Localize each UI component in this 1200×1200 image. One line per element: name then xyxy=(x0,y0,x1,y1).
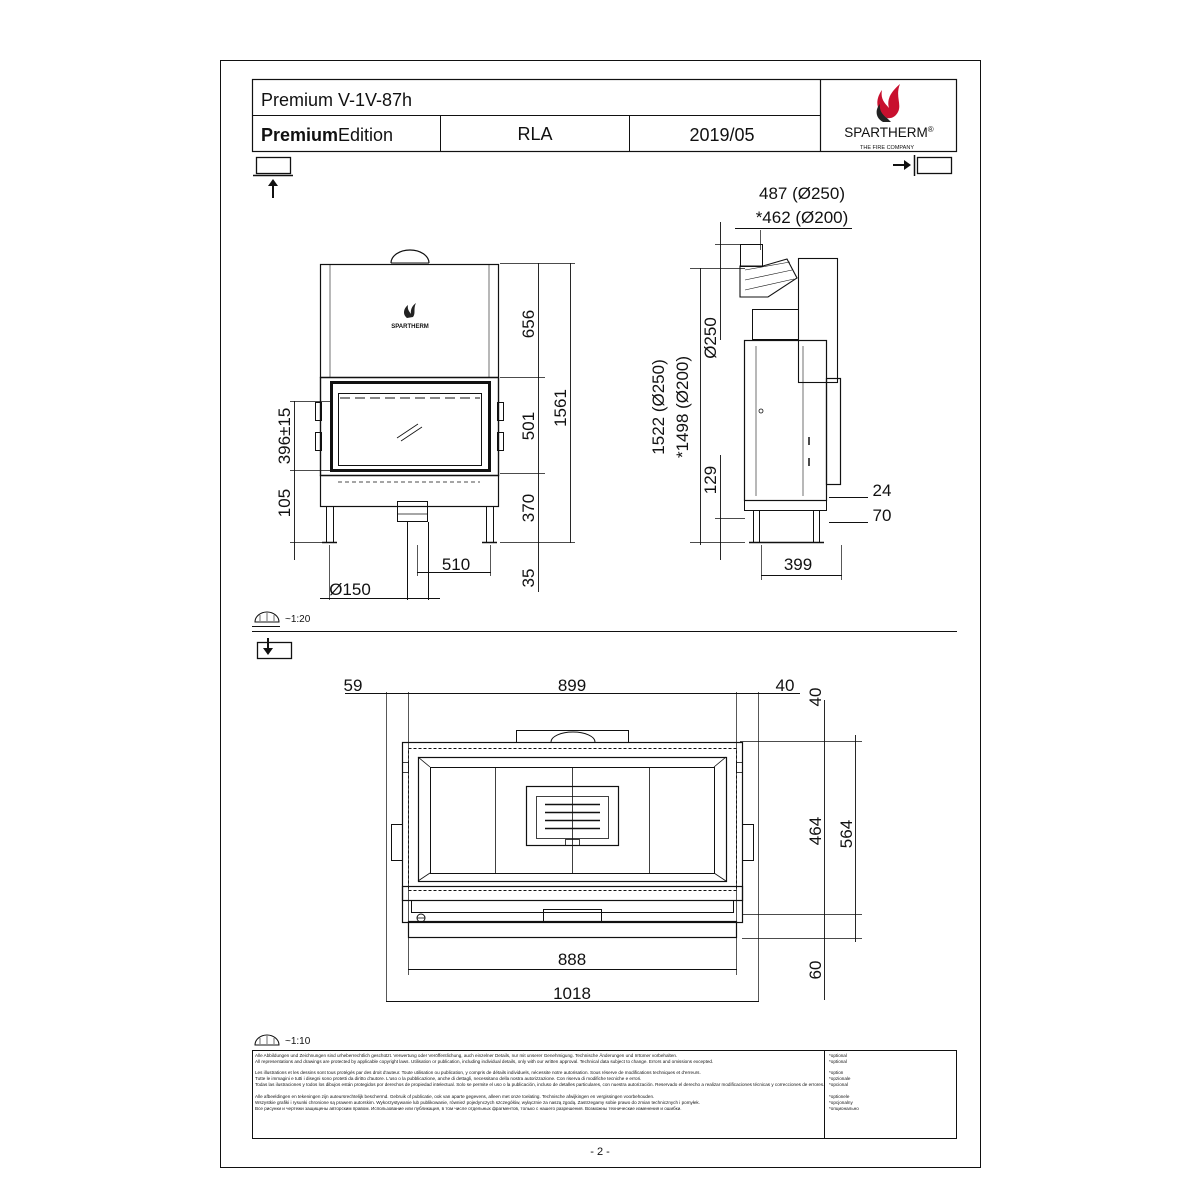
model-title: Premium V-1V-87h xyxy=(261,90,413,110)
dim-opening: 396±15 xyxy=(275,407,294,465)
dim-flue-top-250: 487 (Ø250) xyxy=(759,184,845,203)
dim-glass-width: 888 xyxy=(557,950,587,969)
disclaimer-text: Alle Abbildungen und Zeichnungen sind urheberrechtlich geschützt. Verwertung oder Veröffentlichung, auch einzelner Details, nur mit unserer Genehmigung. Technische Änderungen und Irrtümer vorbehalten. All representations and drawings are protected by applicable copyright laws. Utilisation or publication, including individual details, only with our written approval. Technical data subject to change. Errors and omissions excepted. Les illustrations et les dessins sont tous protégés par des droit d'auteur. Toute utilisation ou publication, y compris de détails individuels, nécessite notre autorisation. Sous réserve de modifications techniques et d'erreurs. Tutte le immagini e tutti i disegni sono protetti da diritto d'autore. L'uso o la pubblicazione, anche di dettagli, necessitano della nostra autorizzazione. Con riserva di modifiche tecniche e errori. Todas las ilustraciones y todos los dibujos están protegidos por derechos de propiedad intelectual. Solo se permite el uso o la publicación, incluso de detalles particulares, con nuestra autorización. Reservado el derecho a realizar modificaciones técnicas y correcciones de errores. Alle afbeeldingen en tekeningen zijn auteursrechtelijk beschermd. Gebruik of publicatie, ook van aparte gegevens, alleen met onze toelating. Technische afwijkingen en vergissingen voorbehouden. Wszystkie grafiki i rysunki chronione są prawem autorskim. Wykorzystywanie lub publikowanie, również pojedynczych szczegółów, wyłącznie za naszą zgodą. Zastrzegamy sobie prawo do zmian technicznych i pomyłek. Все рисунки и чертежи защищены авторским правом. Использование или публикация, в том числе отдельных фрагментов, только с нашего разрешения. Возможны технические изменения и ошибки. xyxy=(255,1053,825,1111)
disclaimer-box xyxy=(253,1050,957,1139)
edition-label: PremiumEdition xyxy=(261,125,394,145)
dim-floor-offset: 105 xyxy=(275,488,294,518)
dim-total-width: 1018 xyxy=(553,984,591,1003)
dim-front-70: 70 xyxy=(872,506,892,525)
dim-flue-height-250: 1522 (Ø250) xyxy=(649,359,668,455)
scale-1-20 xyxy=(252,612,311,627)
scale-lower-label: ~1:10 xyxy=(285,1036,311,1047)
dim-left-offset: 59 xyxy=(343,676,363,695)
top-view-indicator xyxy=(258,638,292,659)
dim-depth: 399 xyxy=(783,555,813,574)
dim-depth-outer: 564 xyxy=(837,819,856,849)
dim-feet: 35 xyxy=(519,568,538,588)
top-view xyxy=(344,676,862,1003)
front-logo-text: SPARTHERM xyxy=(391,324,429,330)
logo-tagline: THE FIRE COMPANY xyxy=(860,145,914,151)
revision-date: 2019/05 xyxy=(689,125,755,145)
dim-flue-diameter: Ø250 xyxy=(701,317,720,359)
dim-right-offset: 40 xyxy=(775,676,795,695)
dim-base-height: 370 xyxy=(519,493,538,523)
dim-flue-height-200: *1498 (Ø200) xyxy=(673,355,692,459)
dim-width-inner: 899 xyxy=(557,676,587,695)
dim-bottom-offset: 129 xyxy=(701,465,720,495)
front-logo-flame xyxy=(404,303,416,318)
title-block xyxy=(252,79,957,152)
scale-upper-label: ~1:20 xyxy=(285,614,311,625)
dim-air-intake-diameter: Ø150 xyxy=(329,580,371,599)
dim-total-height: 1561 xyxy=(551,389,570,427)
flame-icon xyxy=(877,84,900,122)
dim-top-section: 656 xyxy=(519,309,538,339)
dim-front-offset: 60 xyxy=(806,960,825,980)
dim-top-offset: 40 xyxy=(806,687,825,707)
variant-label: RLA xyxy=(517,124,553,144)
dim-depth-inner: 464 xyxy=(806,816,825,846)
dim-flue-top-200: *462 (Ø200) xyxy=(755,208,849,227)
page-number: - 2 - xyxy=(590,1146,610,1158)
spartherm-logo xyxy=(844,84,934,151)
front-view xyxy=(275,250,575,600)
dim-front-24: 24 xyxy=(872,481,892,500)
flue-dome xyxy=(391,250,429,263)
logo-wordmark: SPARTHERM® xyxy=(844,125,934,140)
scale-1-10 xyxy=(255,1035,311,1047)
dim-air-intake-offset: 510 xyxy=(441,555,471,574)
dim-door-height: 501 xyxy=(519,411,538,441)
side-view xyxy=(649,184,891,580)
side-view-indicator xyxy=(893,155,952,176)
optional-list: *optional *optional *option *opzionale *opcional *optionele *opcjonalny *опционально xyxy=(829,1053,859,1111)
front-view-indicator xyxy=(253,158,293,199)
